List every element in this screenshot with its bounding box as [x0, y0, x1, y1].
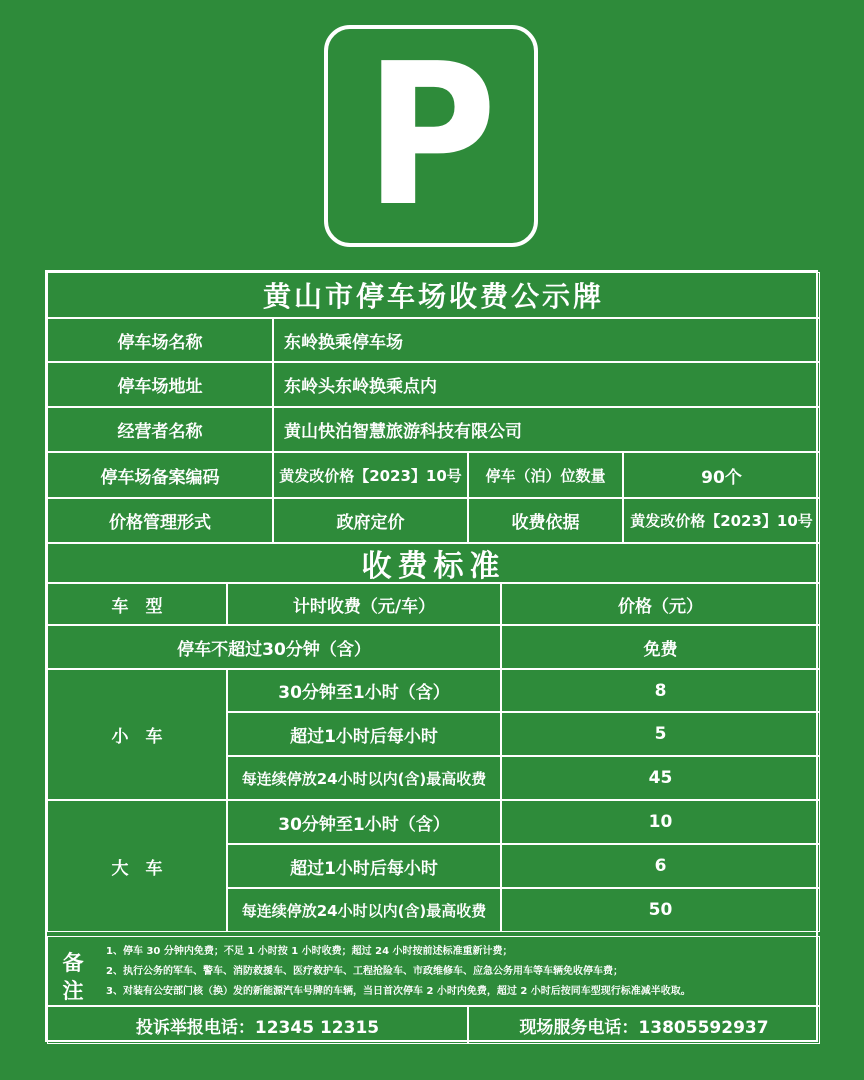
spaces-value: 90个 — [623, 452, 820, 498]
head-price: 价格（元） — [501, 583, 820, 625]
basis-label: 收费依据 — [468, 498, 623, 543]
small-rule-2: 超过1小时后每小时 — [227, 712, 501, 756]
operator-value: 黄山快泊智慧旅游科技有限公司 — [273, 407, 820, 452]
parking-p-icon — [324, 22, 538, 250]
free-price: 免费 — [501, 625, 820, 669]
parking-p-letter: P — [364, 22, 498, 250]
notes-heading — [56, 949, 90, 1005]
head-vehicle-type: 车 型 — [47, 583, 227, 625]
complaint-phone: 投诉举报电话：12345 12315 — [47, 1006, 468, 1044]
small-price-3: 45 — [501, 756, 820, 800]
large-price-2: 6 — [501, 844, 820, 888]
note-line-1: 1、停车 30 分钟内免费；不足 1 小时按 1 小时收费；超过 24 小时按前述标准重新计费； — [106, 946, 513, 957]
notes-heading-1: 备 — [62, 951, 84, 975]
basis-value: 黄发改价格【2023】10号 — [623, 498, 820, 543]
large-price-1: 10 — [501, 800, 820, 844]
notes-heading-2: 注 — [62, 979, 84, 1003]
large-rule-2: 超过1小时后每小时 — [227, 844, 501, 888]
small-rule-1: 30分钟至1小时（含） — [227, 669, 501, 712]
small-price-1: 8 — [501, 669, 820, 712]
note-line-3: 3、对装有公安部门核（换）发的新能源汽车号牌的车辆，当日首次停车 2 小时内免费，超过 2 小时后按同车型现行标准减半收取。 — [106, 986, 691, 997]
note-line-2: 2、执行公务的军车、警车、消防救援车、医疗救护车、工程抢险车、市政维修车、应急公务用车等车辆免收停车费； — [106, 966, 623, 977]
small-car-label: 小 车 — [47, 669, 227, 800]
price-mgmt-value: 政府定价 — [273, 498, 468, 543]
large-rule-3: 每连续停放24小时以内(含)最高收费 — [227, 888, 501, 932]
fee-notice-board — [45, 270, 818, 1042]
price-mgmt-label: 价格管理形式 — [47, 498, 273, 543]
record-code-label: 停车场备案编码 — [47, 452, 273, 498]
parking-name-label: 停车场名称 — [47, 318, 273, 362]
standard-title: 收费标准 — [47, 543, 820, 583]
operator-label: 经营者名称 — [47, 407, 273, 452]
small-rule-3: 每连续停放24小时以内(含)最高收费 — [227, 756, 501, 800]
free-rule: 停车不超过30分钟（含） — [47, 625, 501, 669]
service-phone: 现场服务电话：13805592937 — [468, 1006, 820, 1044]
spaces-label: 停车（泊）位数量 — [468, 452, 623, 498]
parking-address-value: 东岭头东岭换乘点内 — [273, 362, 820, 407]
head-time-rule: 计时收费（元/车） — [227, 583, 501, 625]
record-code-value: 黄发改价格【2023】10号 — [273, 452, 468, 498]
large-car-label: 大 车 — [47, 800, 227, 932]
parking-name-value: 东岭换乘停车场 — [273, 318, 820, 362]
parking-address-label: 停车场地址 — [47, 362, 273, 407]
large-price-3: 50 — [501, 888, 820, 932]
small-price-2: 5 — [501, 712, 820, 756]
notes-box — [47, 936, 820, 1006]
board-title: 黄山市停车场收费公示牌 — [47, 272, 820, 318]
large-rule-1: 30分钟至1小时（含） — [227, 800, 501, 844]
